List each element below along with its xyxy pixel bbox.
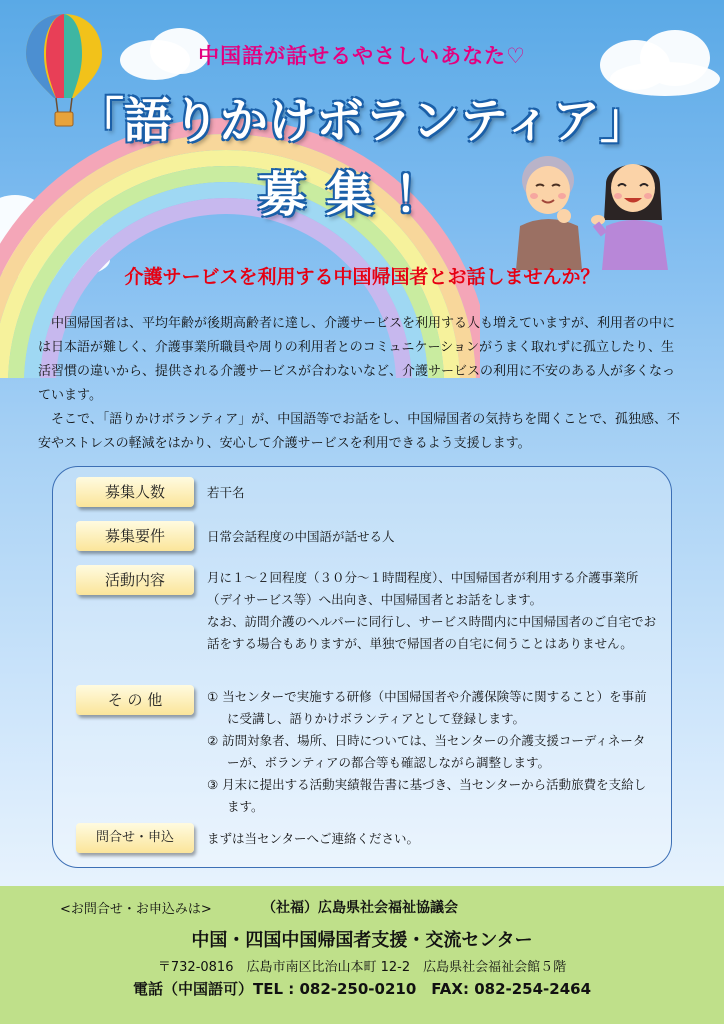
label-other: そ の 他 bbox=[76, 685, 194, 715]
intro-paragraph-2: そこで、「語りかけボランティア」が、中国語等でお話をし、中国帰国者の気持ちを聞くことで、孤独感、不安やストレスの軽減をはかり、安心して介護サービスを利用できるよう支援します。 bbox=[38, 412, 680, 451]
value-contact: まずは当センターへご連絡ください。 bbox=[207, 831, 420, 846]
value-recruit-count: 若干名 bbox=[207, 485, 245, 500]
value-other bbox=[207, 686, 647, 818]
recruitment-heading: 募集！ bbox=[257, 167, 462, 223]
intro-paragraph-1: 中国帰国者は、平均年齢が後期高齢者に達し、介護サービスを利用する人も増えていますが、利用者の中には日本語が難しく、介護事業所職員や周りの利用者とのコミュニケーションがうまく取れずに孤立したり、生活習慣の違いから、提供される介護サービスが合わないなど、介護サービスの利用に不安のある人が多くなっています。 bbox=[38, 316, 676, 403]
footer-address: 〒732-0816 広島市南区比治山本町 12-2 広島県社会福祉会館５階 bbox=[157, 960, 567, 975]
elderly-woman-illustration bbox=[506, 146, 590, 270]
intro-text bbox=[38, 312, 686, 456]
value-requirements: 日常会話程度の中国語が話せる人 bbox=[207, 529, 395, 544]
activities-text-1: 月に１～２回程度（３０分～１時間程度）、中国帰国者が利用する介護事業所（デイサービス等）へ出向き、中国帰国者とお話をします。 bbox=[207, 570, 639, 607]
footer-phone: 電話（中国語可）TEL : 082-250-0210 FAX: 082-254-2464 bbox=[132, 980, 592, 998]
other-item-3: ③ 月末に提出する活動実績報告書に基づき、当センターから活動旅費を支給します。 bbox=[207, 777, 647, 814]
value-activities bbox=[207, 567, 657, 655]
footer-center-name: 中国・四国中国帰国者支援・交流センター bbox=[191, 930, 533, 951]
other-item-1: ① 当センターで実施する研修（中国帰国者や介護保険等に関すること）を事前に受講し、語りかけボランティアとして登録します。 bbox=[207, 689, 647, 726]
page-title: 「語りかけボランティア」 bbox=[75, 93, 649, 149]
catch-copy: 介護サービスを利用する中国帰国者とお話しませんか？ bbox=[124, 266, 600, 288]
label-contact: 問合せ・申込 bbox=[76, 823, 194, 853]
label-activities: 活動内容 bbox=[76, 565, 194, 595]
footer-organization: （社福）広島県社会福祉協議会 bbox=[262, 900, 458, 916]
activities-text-2: なお、訪問介護のヘルパーに同行し、サービス時間内に中国帰国者のご自宅でお話をする場合もありますが、単独で帰国者の自宅に伺うことはありません。 bbox=[207, 614, 657, 651]
label-requirements: 募集要件 bbox=[76, 521, 194, 551]
other-item-2: ② 訪問対象者、場所、日時については、当センターの介護支援コーディネーターが、ボランティアの都合等も確認しながら調整します。 bbox=[207, 733, 646, 770]
subtitle: 中国語が話せるやさしいあなた♡ bbox=[198, 44, 526, 68]
young-woman-illustration bbox=[588, 146, 678, 270]
footer-contact-label: <お問合せ・お申込みは> bbox=[60, 902, 212, 917]
label-recruit-count: 募集人数 bbox=[76, 477, 194, 507]
